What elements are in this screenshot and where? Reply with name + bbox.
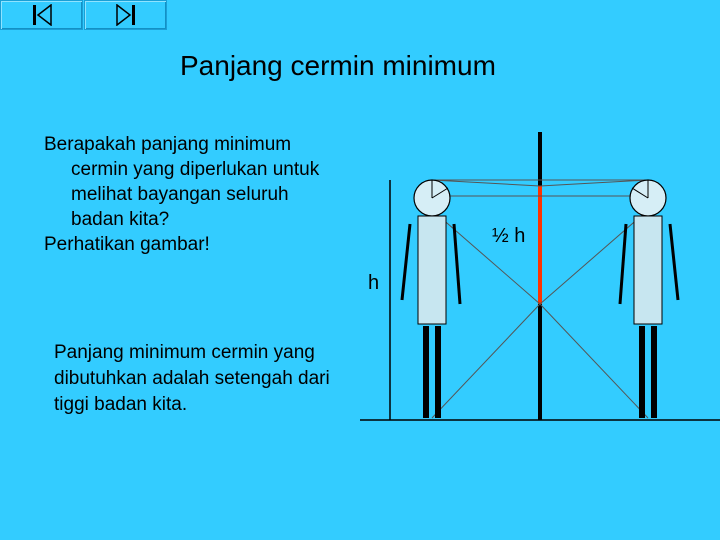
height-label: h bbox=[368, 272, 380, 294]
light-ray bbox=[432, 180, 540, 186]
person-body bbox=[634, 216, 662, 324]
question-line: Berapakah panjang minimum cermin yang diperlukan untuk melihat bayangan seluruh badan kita? bbox=[44, 134, 320, 230]
person-arm bbox=[670, 224, 678, 300]
slide-title: Panjang cermin minimum bbox=[180, 50, 496, 81]
instruction-line: Perhatikan gambar! bbox=[44, 234, 210, 255]
person-left bbox=[402, 180, 460, 418]
person-leg bbox=[651, 326, 657, 418]
person-right bbox=[620, 180, 678, 418]
person-arm bbox=[454, 224, 460, 304]
person-leg bbox=[435, 326, 441, 418]
answer-text: Panjang minimum cermin yang dibutuhkan adalah setengah dari tiggi badan kita. bbox=[54, 342, 330, 415]
light-ray bbox=[540, 210, 648, 304]
person-arm bbox=[402, 224, 410, 300]
light-ray bbox=[540, 304, 648, 418]
person-arm bbox=[620, 224, 626, 304]
light-ray bbox=[540, 180, 648, 186]
person-body bbox=[418, 216, 446, 324]
person-leg bbox=[639, 326, 645, 418]
half-height-label: ½ h bbox=[492, 225, 526, 247]
person-leg bbox=[423, 326, 429, 418]
light-ray bbox=[432, 304, 540, 418]
